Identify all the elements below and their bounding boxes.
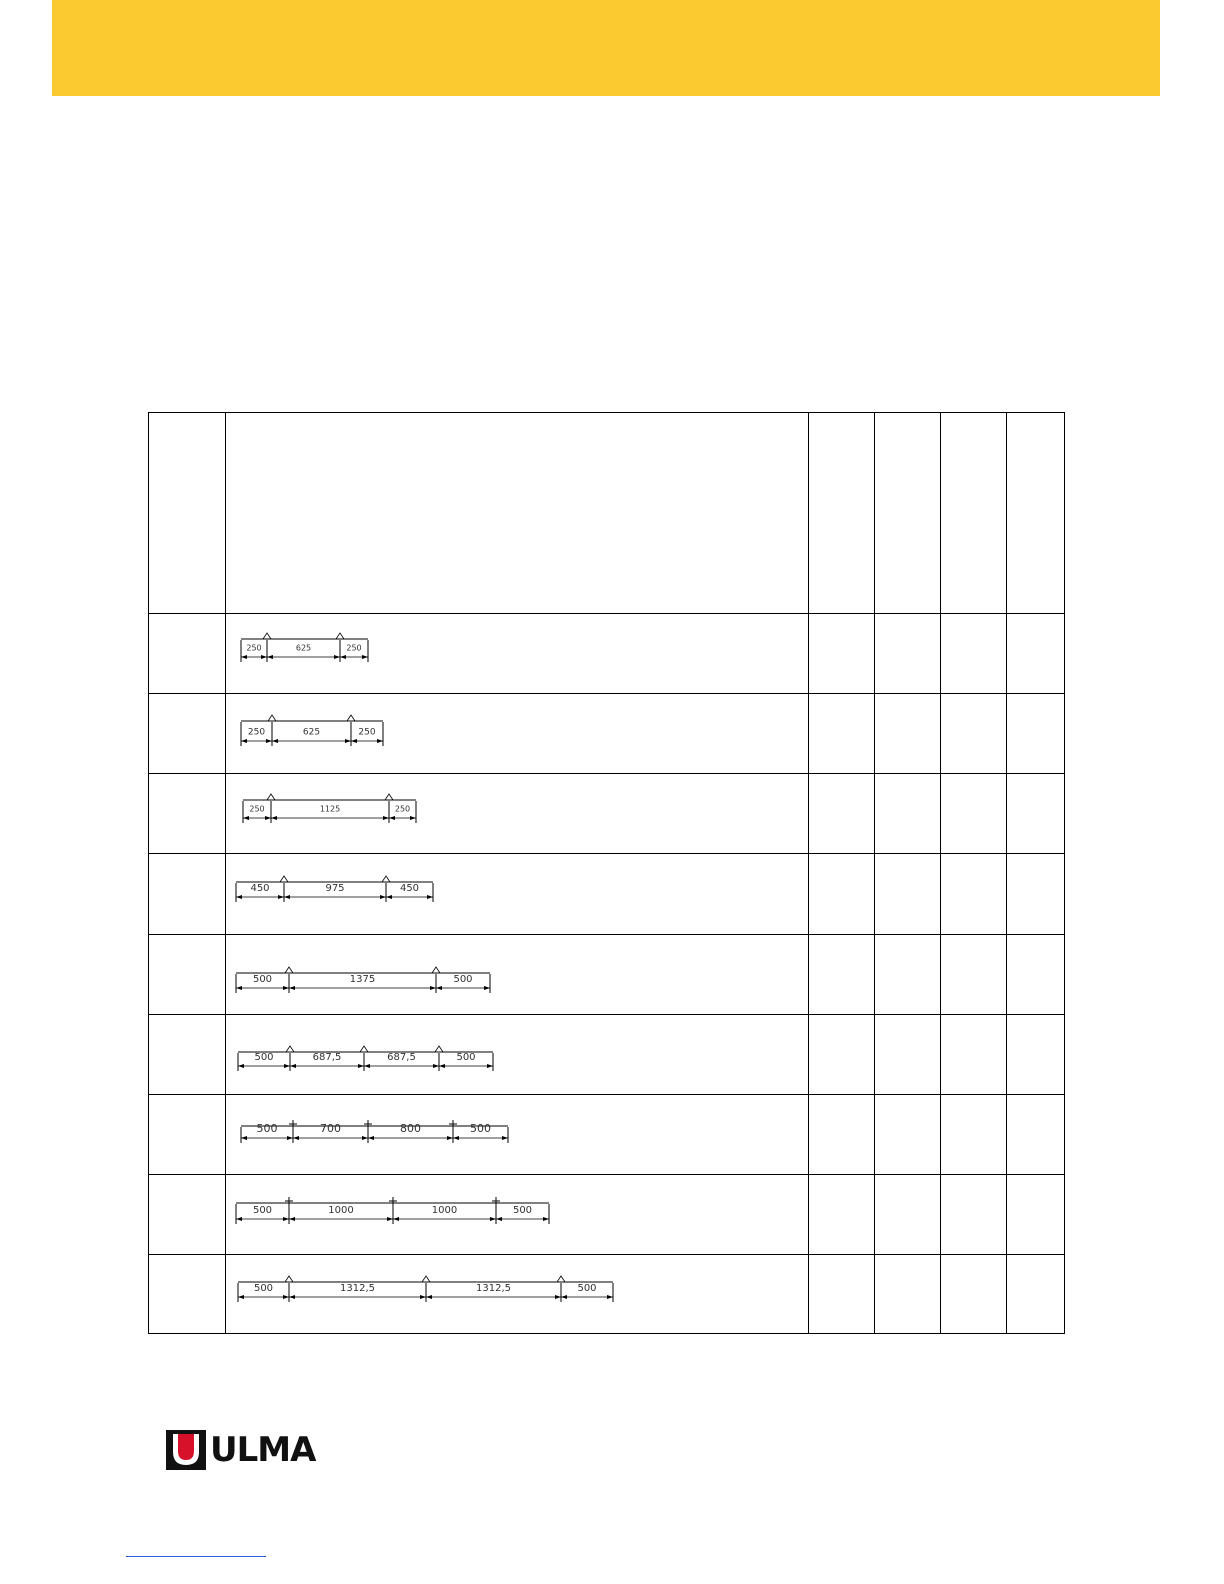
dimension-arrow — [453, 1136, 459, 1140]
dimension-arrow — [368, 1136, 374, 1140]
support-triangle — [557, 1276, 565, 1282]
span-label: 500 — [253, 1283, 274, 1294]
dimension-arrow — [265, 816, 271, 820]
dimension-arrow — [272, 739, 278, 743]
dimension-arrow — [236, 1217, 242, 1221]
support-triangle — [263, 633, 271, 639]
span-label: 1000 — [431, 1205, 458, 1216]
support-triangle — [268, 715, 276, 721]
support-triangle — [435, 1046, 443, 1052]
dimension-arrow — [487, 1064, 493, 1068]
footer-link-underline[interactable] — [126, 1556, 266, 1557]
dimension-arrow — [289, 1295, 295, 1299]
span-label: 975 — [325, 883, 345, 894]
dimension-arrow — [420, 1295, 426, 1299]
dimension-arrow — [238, 1295, 244, 1299]
dimension-arrow — [393, 1217, 399, 1221]
dimension-arrow — [555, 1295, 561, 1299]
span-label: 500 — [252, 1205, 273, 1216]
span-label: 1312,5 — [340, 1283, 375, 1294]
dimension-arrow — [362, 1136, 368, 1140]
dimension-arrow — [278, 895, 284, 899]
dimension-arrow — [261, 655, 267, 659]
span-label: 250 — [394, 804, 411, 814]
span-label: 250 — [358, 727, 376, 738]
dimension-arrow — [430, 986, 436, 990]
dimension-arrow — [351, 739, 357, 743]
span-label: 500 — [470, 1122, 491, 1135]
dimension-arrow — [241, 655, 247, 659]
support-triangle — [285, 967, 293, 973]
dimension-arrow — [439, 1064, 445, 1068]
span-label: 1000 — [328, 1205, 354, 1216]
dimension-arrow — [283, 1217, 289, 1221]
dimension-arrow — [238, 1064, 244, 1068]
span-label: 687,5 — [312, 1052, 342, 1063]
dimension-arrow — [447, 1136, 453, 1140]
span-label: 1312,5 — [476, 1283, 511, 1294]
dimension-arrow — [490, 1217, 496, 1221]
dimension-arrow — [334, 655, 340, 659]
span-label: 500 — [252, 974, 273, 985]
dimension-arrow — [433, 1064, 439, 1068]
dimension-arrow — [345, 739, 351, 743]
dimension-arrow — [293, 1136, 299, 1140]
ulma-logo — [166, 1430, 315, 1470]
dimension-arrow — [389, 816, 395, 820]
dimension-arrow — [340, 655, 346, 659]
span-label: 500 — [254, 1052, 274, 1063]
span-label: 700 — [320, 1122, 341, 1135]
dimension-arrow — [543, 1217, 549, 1221]
dimension-arrow — [484, 986, 490, 990]
span-label: 500 — [453, 974, 473, 985]
span-label: 800 — [400, 1122, 421, 1135]
support-triangle — [286, 1046, 294, 1052]
dimension-arrow — [289, 986, 295, 990]
dimension-arrow — [362, 655, 368, 659]
dimension-arrow — [387, 1217, 393, 1221]
dimension-arrow — [243, 816, 249, 820]
dimension-arrow — [289, 1217, 295, 1221]
support-triangle — [422, 1276, 430, 1282]
support-triangle — [267, 794, 275, 800]
dimension-arrow — [496, 1217, 502, 1221]
span-label: 625 — [295, 643, 312, 653]
dimension-arrow — [271, 816, 277, 820]
span-label: 250 — [247, 727, 266, 738]
dimension-arrow — [241, 1136, 247, 1140]
dimension-arrow — [267, 655, 273, 659]
support-triangle — [280, 876, 288, 882]
span-label: 450 — [399, 883, 420, 894]
dimension-arrow — [377, 739, 383, 743]
span-label: 1125 — [319, 804, 341, 814]
span-label: 500 — [456, 1052, 476, 1063]
dimension-arrow — [236, 986, 242, 990]
dimension-arrow — [380, 895, 386, 899]
span-label: 625 — [302, 727, 321, 738]
dimension-arrow — [436, 986, 442, 990]
support-triangle — [385, 794, 393, 800]
dimension-arrow — [561, 1295, 567, 1299]
dimension-arrow — [284, 1064, 290, 1068]
span-label: 250 — [249, 804, 265, 814]
support-triangle — [360, 1046, 368, 1052]
dimension-arrow — [364, 1064, 370, 1068]
support-triangle — [336, 633, 344, 639]
dimension-arrow — [358, 1064, 364, 1068]
dimension-arrow — [236, 895, 242, 899]
support-triangle — [382, 876, 390, 882]
span-label: 1375 — [349, 974, 376, 985]
dimension-arrow — [386, 895, 392, 899]
ulma-mark-icon — [166, 1430, 206, 1470]
logo-wordmark: ULMA — [210, 1430, 316, 1470]
dimension-arrow — [283, 1295, 289, 1299]
dimension-arrow — [241, 739, 247, 743]
dimension-arrow — [284, 895, 290, 899]
dimension-arrow — [383, 816, 389, 820]
span-label: 500 — [512, 1205, 533, 1216]
dimension-arrow — [287, 1136, 293, 1140]
dimension-arrow — [427, 895, 433, 899]
span-label: 500 — [256, 1122, 278, 1135]
support-triangle — [285, 1276, 293, 1282]
dimension-arrow — [502, 1136, 508, 1140]
span-label: 500 — [577, 1283, 597, 1294]
dimension-arrow — [290, 1064, 296, 1068]
dimension-arrow — [283, 986, 289, 990]
dimension-arrow — [266, 739, 272, 743]
span-label: 687,5 — [387, 1052, 416, 1063]
span-label: 250 — [346, 643, 362, 653]
dimension-arrow — [607, 1295, 613, 1299]
dimension-arrow — [426, 1295, 432, 1299]
span-label: 450 — [250, 883, 270, 894]
span-label: 250 — [246, 643, 262, 653]
dimension-arrow — [410, 816, 416, 820]
support-triangle — [432, 967, 440, 973]
support-triangle — [347, 715, 355, 721]
